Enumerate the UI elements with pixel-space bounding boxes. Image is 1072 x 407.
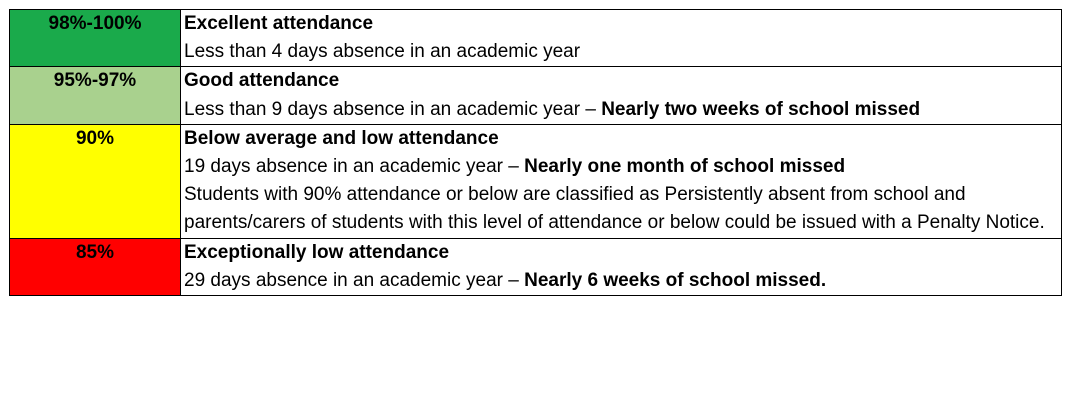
row-heading: Good attendance bbox=[184, 70, 340, 92]
table-row bbox=[10, 10, 1062, 67]
table-row bbox=[10, 238, 1062, 295]
row-detail-strong: Nearly one month of school missed bbox=[524, 156, 846, 178]
description-cell-good bbox=[181, 67, 1062, 124]
range-cell-excellent: 98%-100% bbox=[10, 10, 181, 67]
row-detail-strong: Nearly 6 weeks of school missed. bbox=[524, 269, 827, 291]
range-cell-good: 95%-97% bbox=[10, 67, 181, 124]
table-row bbox=[10, 67, 1062, 124]
row-detail: Less than 9 days absence in an academic year – bbox=[184, 98, 602, 120]
range-cell-below-average: 90% bbox=[10, 124, 181, 238]
description-cell-exceptionally-low bbox=[181, 238, 1062, 295]
row-detail: Less than 4 days absence in an academic year bbox=[184, 41, 581, 63]
description-cell-below-average bbox=[181, 124, 1062, 238]
row-detail-strong: Nearly two weeks of school missed bbox=[601, 98, 921, 120]
range-cell-exceptionally-low: 85% bbox=[10, 238, 181, 295]
row-detail: 29 days absence in an academic year – bbox=[184, 269, 525, 291]
row-detail: 19 days absence in an academic year – bbox=[184, 156, 525, 178]
table-row bbox=[10, 124, 1062, 238]
row-heading: Excellent attendance bbox=[184, 13, 374, 34]
description-cell-excellent bbox=[181, 10, 1062, 67]
row-heading: Exceptionally low attendance bbox=[184, 241, 450, 263]
row-heading: Below average and low attendance bbox=[184, 127, 499, 149]
attendance-table bbox=[9, 9, 1062, 296]
row-note: Students with 90% attendance or below are classified as Persistently absent from school and parents/carers of students with this level of attendance or below could be issued with a Penalty Notice. bbox=[184, 184, 1045, 234]
